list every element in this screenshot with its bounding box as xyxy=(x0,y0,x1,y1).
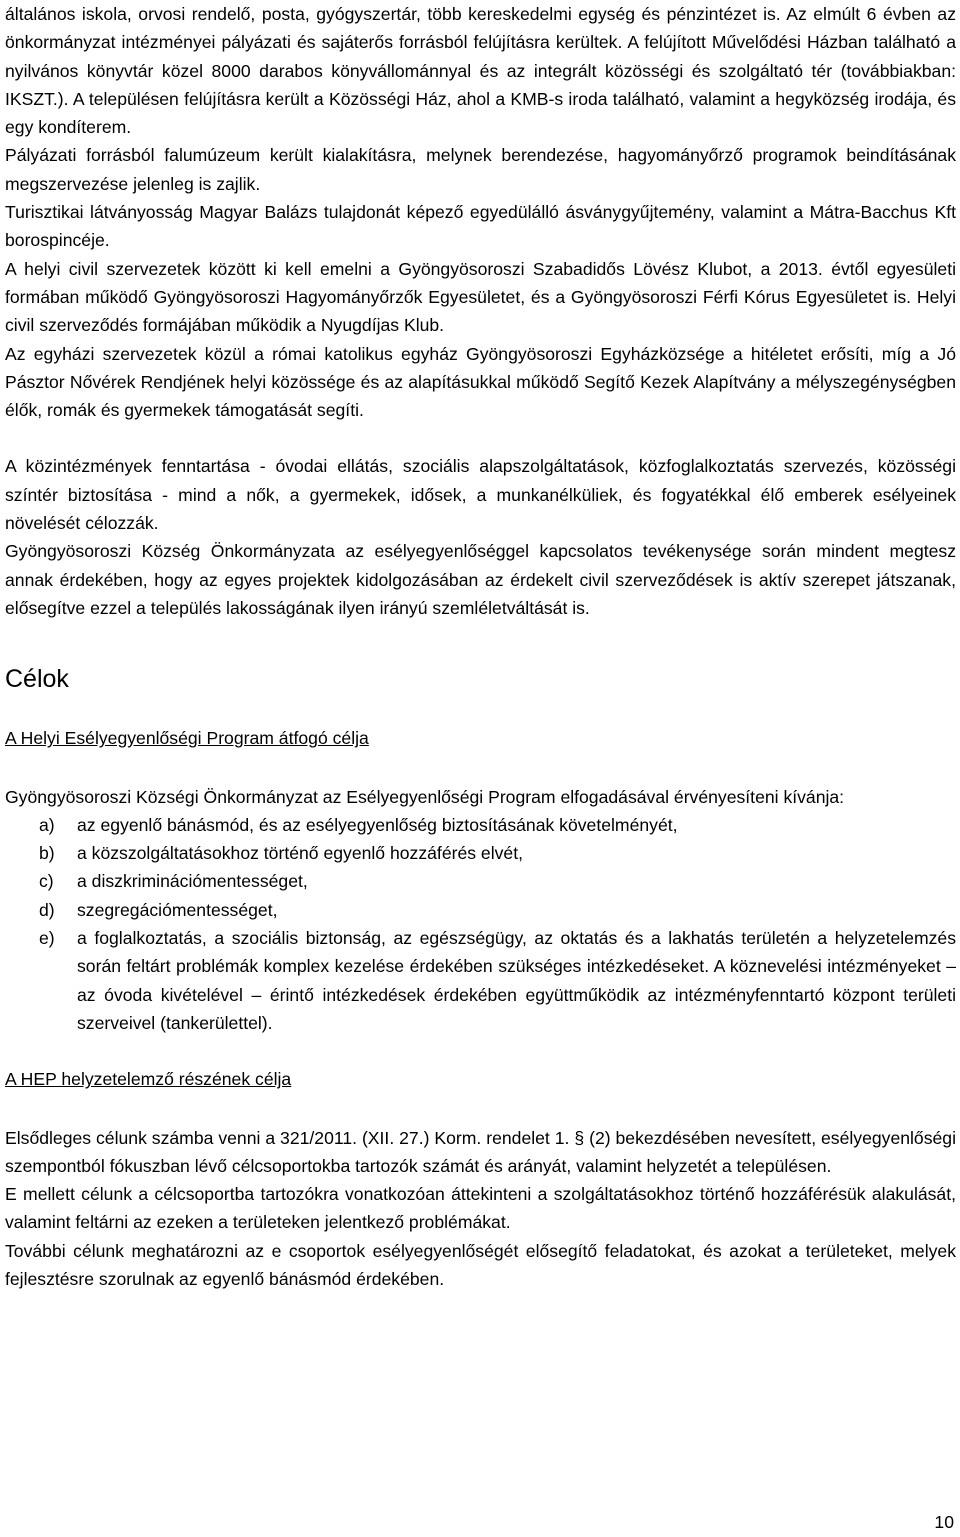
intro-paragraph-3: Turisztikai látványosság Magyar Balázs tulajdonát képező egyedülálló ásványgyűjtemény, valamint a Mátra-Bacchus Kft borospincéje. xyxy=(5,202,956,251)
goals-list xyxy=(5,811,956,1037)
intro-paragraph-4: A helyi civil szervezetek között ki kell emelni a Gyöngyösoroszi Szabadidős Lövész Klubot, a 2013. évtől egyesületi formában működő Gyöngyösoroszi Hagyományőrzők Egyesületet, és a Gyöngyösoroszi Férfi Kórus Egyesületet is. Helyi civil szerveződés formájában működik a Nyugdíjas Klub. xyxy=(5,258,956,336)
goal-text: a diszkriminációmentességet, xyxy=(77,871,308,892)
overall-goal-intro: Gyöngyösoroszi Községi Önkormányzat az Esélyegyenlőségi Program elfogadásával érvényesíteni kívánja: xyxy=(5,786,845,807)
goals-heading: Célok xyxy=(5,665,69,694)
goal-marker: a) xyxy=(39,814,55,835)
public-paragraph-1: A közintézmények fenntartása - óvodai ellátás, szociális alapszolgáltatások, közfoglalkoztatás szervezés, közösségi színtér biztosítása - mind a nők, a gyermekek, idősek, a munkanélküliek, és fogyatékkal élő emberek esélyeinek növelését célozzák. xyxy=(5,456,956,534)
goal-marker: e) xyxy=(39,928,55,949)
goal-item-e xyxy=(5,924,956,1037)
intro-paragraph-1: általános iskola, orvosi rendelő, posta, gyógyszertár, több kereskedelmi egység és pénzintézet is. Az elmúlt 6 évben az önkormányzat intézményei pályázati és sajáterős forrásból felújításra kerültek. A felújított Művelődési Házban található a nyilvános könyvtár közel 8000 darabos könyvállománnyal és az integrált közösségi és szolgáltató tér (továbbiakban: IKSZT.). A településen felújításra került a Közösségi Ház, ahol a KMB-s iroda található, valamint a hegyközség irodája, és egy kondíterem. xyxy=(5,4,956,138)
goal-text: a közszolgáltatásokhoz történő egyenlő hozzáférés elvét, xyxy=(77,843,523,864)
hep-paragraph-1: Elsődleges célunk számba venni a 321/2011. (XII. 27.) Korm. rendelet 1. § (2) bekezdésében nevesített, esélyegyenlőségi szempontból fókuszban lévő célcsoportokba tartozók számát és arányát, valamint helyzetét a településen. xyxy=(5,1127,956,1176)
goal-text: az egyenlő bánásmód, és az esélyegyenlőség biztosításának követelményét, xyxy=(77,814,678,835)
hep-paragraph-3: További célunk meghatározni az e csoportok esélyegyenlőségét elősegítő feladatokat, és azokat a területeket, melyek fejlesztésre szorulnak az egyenlő bánásmód érdekében. xyxy=(5,1240,956,1289)
document-page xyxy=(5,0,956,1293)
goal-marker: b) xyxy=(39,843,55,864)
goal-marker: d) xyxy=(39,899,55,920)
goal-marker: c) xyxy=(39,871,54,892)
public-paragraph-2: Gyöngyösoroszi Község Önkormányzata az esélyegyenlőséggel kapcsolatos tevékenysége során mindent megtesz annak érdekében, hogy az egyes projektek kidolgozásában az érdekelt civil szerveződések is aktív szerepet játszanak, elősegítve ezzel a település lakosságának ilyen irányú szemléletváltását is. xyxy=(5,541,956,618)
goal-item-a xyxy=(5,811,956,839)
goal-text: szegregációmentességet, xyxy=(77,899,278,920)
intro-paragraph-2: Pályázati forrásból falumúzeum került kialakításra, melynek berendezése, hagyományőrző programok beindításának megszervezése jelenleg is zajlik. xyxy=(5,145,956,194)
goal-item-b xyxy=(5,839,956,867)
page-number: 10 xyxy=(934,1512,954,1532)
hep-heading: A HEP helyzetelemző részének célja xyxy=(5,1069,292,1090)
goal-text: a foglalkoztatás, a szociális biztonság, az egészségügy, az oktatás és a lakhatás területén a helyzetelemzés során feltárt problémák komplex kezelése érdekében szükséges intézkedéseket. A köznevelési intézményeket – az óvoda kivételével – érintő intézkedések érdekében együttműködik az intézményfenntartó központ területi szerveivel (tankerülettel). xyxy=(77,928,956,1033)
goal-item-c xyxy=(5,867,956,895)
overall-goal-heading: A Helyi Esélyegyenlőségi Program átfogó célja xyxy=(5,728,369,749)
goal-item-d xyxy=(5,896,956,924)
intro-paragraph-5: Az egyházi szervezetek közül a római katolikus egyház Gyöngyösoroszi Egyházközsége a hitéletet erősíti, míg a Jó Pásztor Nővérek Rendjének helyi közössége és az alapításukkal működő Segítő Kezek Alapítvány a mélyszegénységben élők, romák és gyermekek támogatását segíti. xyxy=(5,343,956,421)
hep-paragraph-2: E mellett célunk a célcsoportba tartozókra vonatkozóan áttekinteni a szolgáltatásokhoz történő hozzáférésük alakulását, valamint feltárni az ezeken a területeken jelentkező problémákat. xyxy=(5,1184,956,1233)
